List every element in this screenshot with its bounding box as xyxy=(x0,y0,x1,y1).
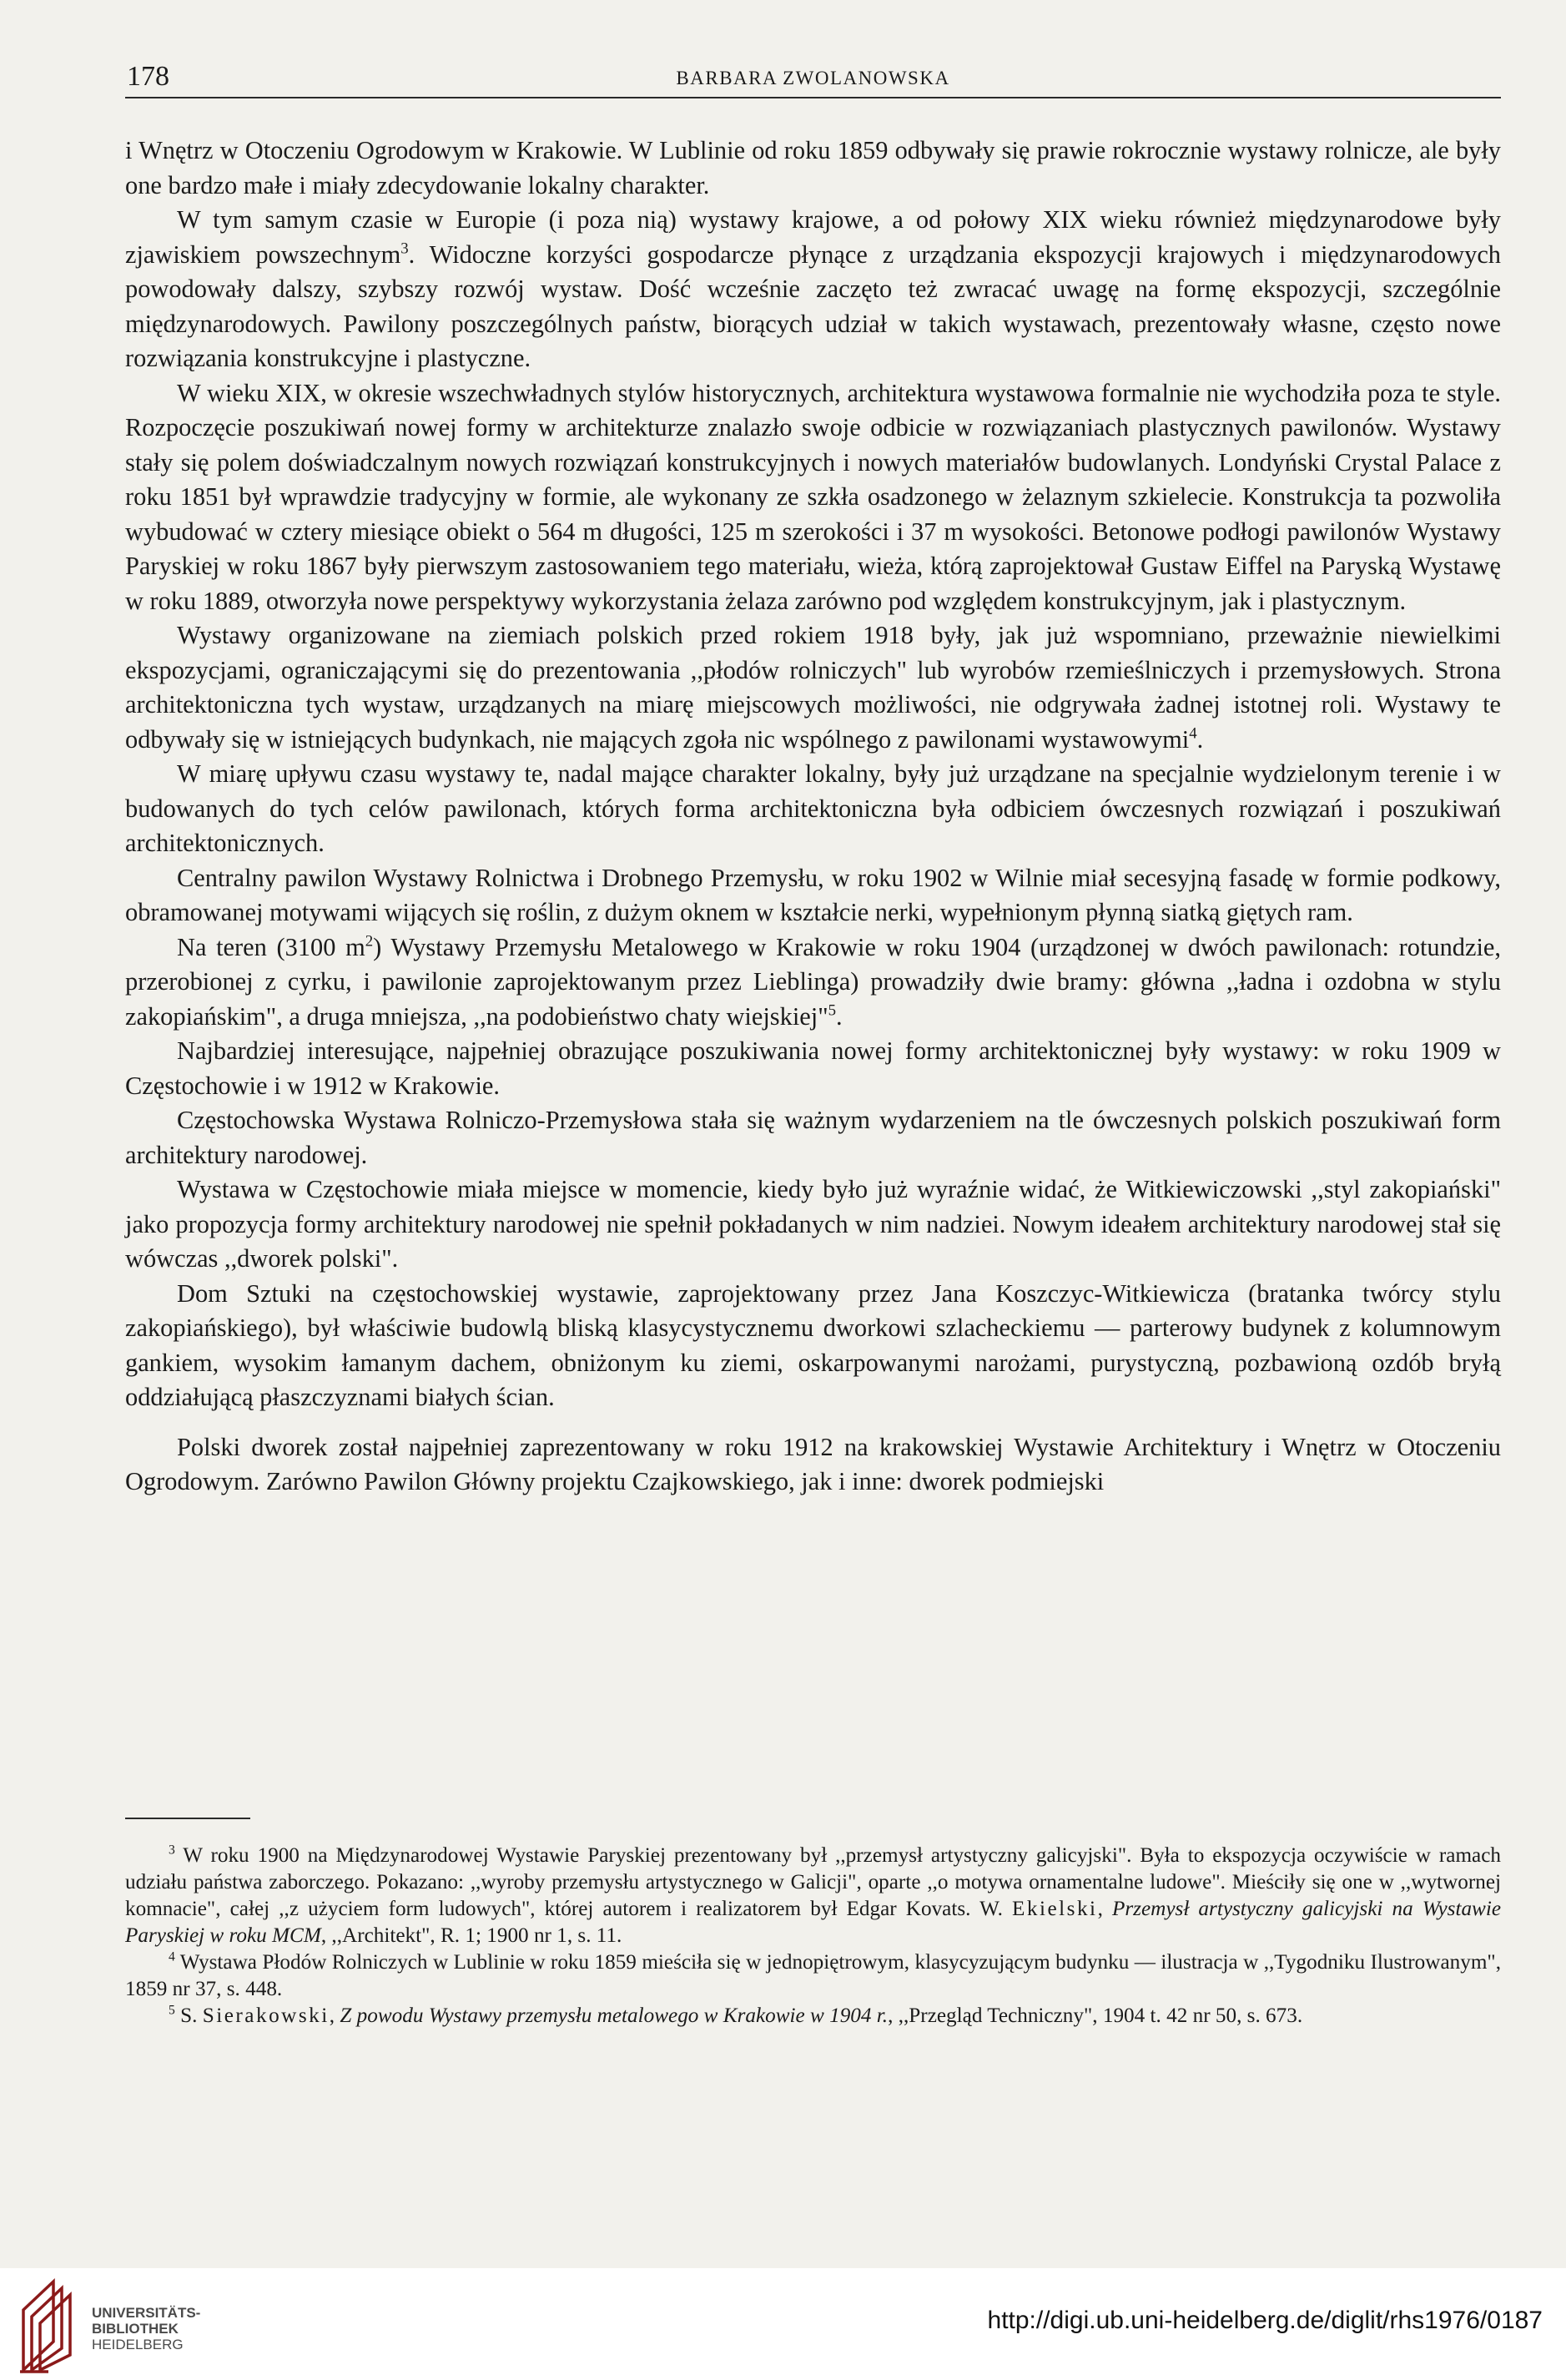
paragraph-text: . xyxy=(1196,724,1204,754)
paragraph-text: Na teren (3100 m xyxy=(177,932,365,961)
body-text xyxy=(125,134,1501,1500)
footnote-text: , xyxy=(329,2004,340,2027)
library-name xyxy=(92,2305,200,2352)
library-logo-icon xyxy=(15,2277,78,2377)
paragraph-text: Wystawy organizowane na ziemiach polskich przed rokiem 1918 były, jak już wspomniano, przeważnie niewielkimi ekspozycjami, ograniczającymi się do prezentowania ,,płodów rolniczych" lub wyrobów rzemieślniczych i przemysłowych. Strona architektoniczna tych wystaw, urządzanych na miarę miejscowych możliwości, nie odgrywała żadnej istotnej roli. Wystawy te odbywały się w istniejących budynkach, nie mających zgoła nic wspólnego z pawilonami wystawowymi xyxy=(125,621,1501,754)
library-name-line: UNIVERSITÄTS- xyxy=(92,2305,201,2321)
running-head-author: BARBARA ZWOLANOWSKA xyxy=(676,68,950,88)
footnote-number: 4 xyxy=(169,1949,175,1964)
footnote-number: 5 xyxy=(169,2003,175,2018)
page-number: 178 xyxy=(127,61,169,92)
footnote-divider xyxy=(125,1818,250,1819)
paragraph: W miarę upływu czasu wystawy te, nadal mające charakter lokalny, były już urządzane na specjalnie wydzielonym terenie i w budowanych do tych celów pawilonach, których forma architektoniczna była odbiciem ówczesnych rozwiązań i poszukiwań architektonicznych. xyxy=(125,759,1501,857)
paragraph: W wieku XIX, w okresie wszechwładnych stylów historycznych, architektura wystawowa formalnie nie wychodziła poza te style. Rozpoczęcie poszukiwań nowej formy w architekturze znalazło swoje odbicie w rozwiązaniach plastycznych pawilonów. Wystawy stały się polem doświadczalnym nowych rozwiązań konstrukcyjnych i nowych materiałów budowlanych. Londyński Crystal Palace z roku 1851 był wprawdzie tradycyjny w formie, ale wykonany ze szkła osadzonego w żelaznym szkielecie. Konstrukcja ta pozwoliła wybudować w cztery miesiące obiekt o 564 m długości, 125 m szerokości i 37 m wysokości. Betonowe podłogi pawilonów Wystawy Paryskiej w roku 1867 były pierwszym zastosowaniem tego materiału, wieża, którą zaprojektował Gustaw Eiffel na Paryską Wystawę w roku 1889, otworzyła nowe perspektywy wykorzystania żelaza zarówno pod względem konstrukcyjnym, jak i plastycznym. xyxy=(125,378,1501,615)
footnote-ref: 3 xyxy=(400,240,409,258)
paragraph: Wystawa w Częstochowie miała miejsce w momencie, kiedy było już wyraźnie widać, że Witkiewiczowski ,,styl zakopiański" jako propozycja formy architektury narodowej nie spełnił pokładanych w nim nadziei. Nowym ideałem architektury narodowej stał się wówczas ,,dworek polski". xyxy=(125,1175,1501,1273)
library-name-line: BIBLIOTHEK xyxy=(92,2321,179,2337)
footnote-3 xyxy=(125,1843,1501,1949)
paragraph: Dom Sztuki na częstochowskiej wystawie, zaprojektowany przez Jana Koszczyc-Witkiewicza (bratanka twórcy stylu zakopiańskiego), był właściwie budowlą bliską klasycystycznemu dworkowi szlacheckiemu — parterowy budynek z kolumnowym gankiem, wysokim łamanym dachem, obniżonym ku ziemi, oskarpowanymi narożami, purystyczną, pozbawioną ozdób bryłą oddziałującą płaszczyznami białych ścian. xyxy=(125,1278,1501,1411)
library-name-line: HEIDELBERG xyxy=(92,2337,184,2352)
footnote-5 xyxy=(125,2003,1501,2030)
paragraph: Najbardziej interesujące, najpełniej obrazujące poszukiwania nowej formy architektonicznej były wystawy: w roku 1909 w Częstochowie i w 1912 w Krakowie. xyxy=(125,1036,1501,1100)
paragraph-text: ) Wystawy Przemysłu Metalowego w Krakowie w roku 1904 (urządzonej w dwóch pawilonach: rotundzie, przerobionej z cyrku, i pawilonie zaprojektowanym przez Lieblinga) prowadziły dwie bramy: główna ,,ładna i ozdobna w stylu zakopiańskim", a druga mniejsza, ,,na podobieństwo chaty wiejskiej" xyxy=(125,932,1501,1031)
source-url-link[interactable]: http://digi.ub.uni-heidelberg.de/diglit/rhs1976/0187 xyxy=(987,2307,1543,2334)
footnotes xyxy=(125,1843,1501,2030)
footnote-title: Przemysł artystyczny galicyjski na Wystawie Paryskiej w roku MCM xyxy=(125,1898,1502,1947)
paragraph xyxy=(125,930,1501,1035)
footnote-text: , xyxy=(1097,1898,1112,1920)
paragraph: Centralny pawilon Wystawy Rolnictwa i Drobnego Przemysłu, w roku 1902 w Wilnie miał secesyjną fasadę w formie podkowy, obramowanej motywami wijących się roślin, z dużym oknem w kształcie nerki, wypełnionym płynną siatką giętych ram. xyxy=(125,863,1501,926)
paragraph-text: . xyxy=(836,1001,843,1031)
logo-mark xyxy=(20,2282,70,2372)
paragraph: i Wnętrz w Otoczeniu Ogrodowym w Krakowie. W Lublinie od roku 1859 odbywały się prawie rokrocznie wystawy rolnicze, ale były one bardzo małe i miały zdecydowanie lokalny charakter. xyxy=(125,136,1501,199)
footnote-author: Sierakowski xyxy=(202,2004,330,2027)
paragraph: Częstochowska Wystawa Rolniczo-Przemysłowa stała się ważnym wydarzeniem na tle ówczesnych polskich poszukiwań form architektury narodowej. xyxy=(125,1106,1501,1169)
footnote-4 xyxy=(125,1949,1501,2003)
footnote-text: Wystawa Płodów Rolniczych w Lublinie w roku 1859 mieściła się w jednopiętrowym, klasycyzującym budynku — ilustracja w ,,Tygodniku Ilustrowanym", 1859 nr 37, s. 448. xyxy=(125,1951,1501,2000)
paragraph-text: W tym samym czasie w Europie (i poza nią) wystawy krajowe, a od połowy XIX wieku również międzynarodowe były zjawiskiem powszechnym xyxy=(125,205,1501,269)
footnote-ref: 4 xyxy=(1189,724,1197,743)
digitization-footer xyxy=(0,2268,1566,2380)
footnote-title: Z powodu Wystawy przemysłu metalowego w Krakowie w 1904 r. xyxy=(340,2004,889,2027)
paragraph xyxy=(125,618,1501,757)
footnote-text: W roku 1900 na Międzynarodowej Wystawie Paryskiej prezentowany był ,,przemysł artystyczny galicyjski". Była to ekspozycja oczywiście w ramach udziału państwa zaborczego. Pokazano: ,,wyroby przemysłu artystycznego w Galicji", oparte ,,o motywa ornamentalne ludowe". Mieściły się one w ,,wytwornej komnacie", całej ,,z użyciem form ludowych", której autorem i realizatorem był Edgar Kovats. W. xyxy=(125,1844,1501,1920)
paragraph: Polski dworek został najpełniej zaprezentowany w roku 1912 na krakowskiej Wystawie Architektury i Wnętrz w Otoczeniu Ogrodowym. Zarówno Pawilon Główny projektu Czajkowskiego, jak i inne: dworek podmiejski xyxy=(125,1432,1501,1495)
page-header xyxy=(125,60,1501,98)
superscript: 2 xyxy=(365,932,374,950)
footnote-number: 3 xyxy=(169,1843,175,1858)
footnote-author: Ekielski xyxy=(1012,1898,1098,1920)
footnote-text: S. xyxy=(174,2004,203,2027)
footnote-ref: 5 xyxy=(828,1001,837,1020)
paragraph xyxy=(125,203,1501,376)
footnote-text: , ,,Architekt", R. 1; 1900 nr 1, s. 11. xyxy=(320,1924,622,1947)
footnote-text: , ,,Przegląd Techniczny", 1904 t. 42 nr 50, s. 673. xyxy=(888,2004,1303,2027)
paragraph-text: . Widoczne korzyści gospodarcze płynące z urządzania ekspozycji krajowych i międzynarodowych powodowały dalszy, szybszy rozwój wystaw. Dość wcześnie zaczęto też zwracać uwagę na formę ekspozycji, szczególnie międzynarodowych. Pawilony poszczególnych państw, biorących udział w takich wystawach, prezentowały własne, często nowe rozwiązania konstrukcyjne i plastyczne. xyxy=(125,240,1502,372)
